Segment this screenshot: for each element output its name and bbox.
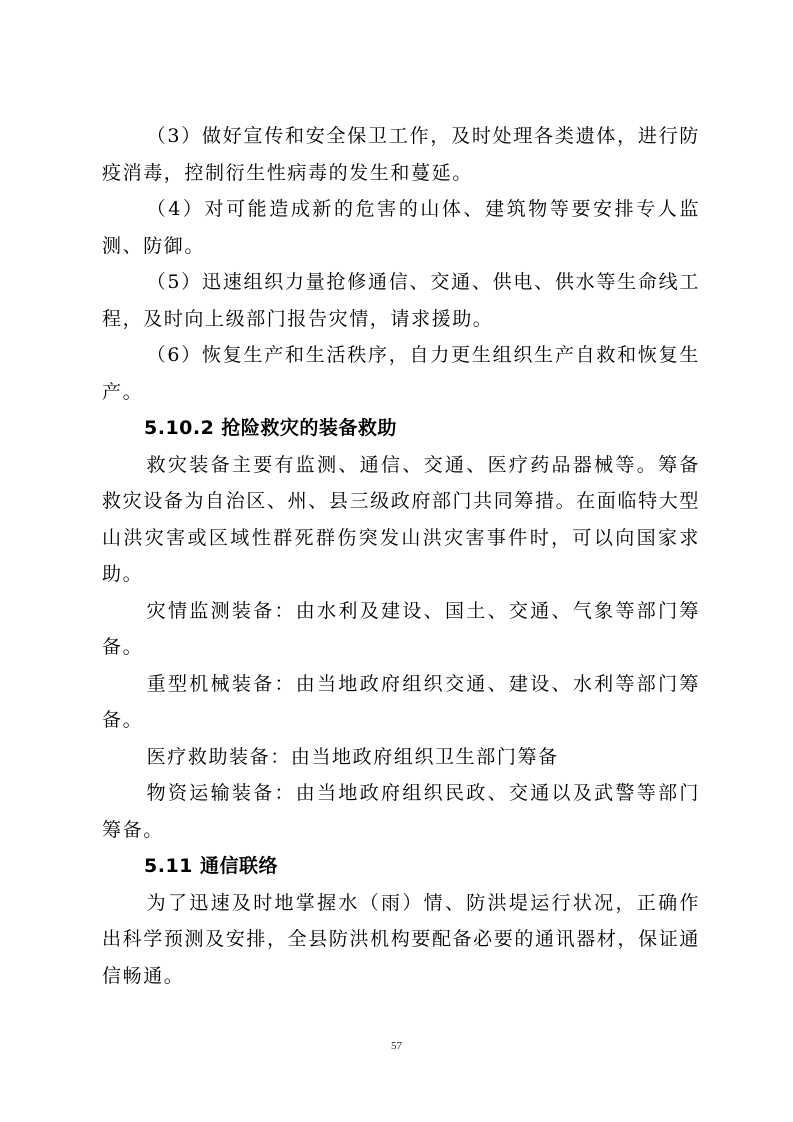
paragraph-medical-equipment: 医疗救助装备：由当地政府组织卫生部门筹备	[146, 745, 559, 768]
page-body	[102, 118, 700, 994]
section-heading-5-10-2: 5.10.2 抢险救灾的装备救助	[144, 417, 397, 439]
paragraph-item-4: （4）对可能造成新的危害的山体、建筑物等要安排专人监测、防御。	[102, 198, 700, 257]
paragraph-monitoring-equipment: 灾情监测装备：由水利及建设、国土、交通、气象等部门筹备。	[102, 599, 700, 658]
paragraph-equipment-overview: 救灾装备主要有监测、通信、交通、医疗药品器械等。筹备救灾设备为自治区、州、县三级政府部门共同筹措。在面临特大型山洪灾害或区域性群死群伤突发山洪灾害事件时，可以向国家求助。	[102, 453, 700, 585]
paragraph-communication: 为了迅速及时地掌握水（雨）情、防洪堤运行状况，正确作出科学预测及安排，全县防洪机构要配备必要的通讯器材，保证通信畅通。	[102, 891, 700, 987]
paragraph-item-3: （3）做好宣传和安全保卫工作，及时处理各类遗体，进行防疫消毒，控制衍生性病毒的发生和蔓延。	[102, 125, 700, 184]
paragraph-item-5: （5）迅速组织力量抢修通信、交通、供电、供水等生命线工程，及时向上级部门报告灾情，请求援助。	[102, 271, 700, 330]
section-heading-5-11: 5.11 通信联络	[144, 855, 278, 877]
paragraph-heavy-machinery: 重型机械装备：由当地政府组织交通、建设、水利等部门筹备。	[102, 672, 700, 731]
page-number: 57	[391, 1040, 402, 1052]
paragraph-transport-equipment: 物资运输装备：由当地政府组织民政、交通以及武警等部门筹备。	[102, 782, 700, 841]
paragraph-item-6: （6）恢复生产和生活秩序，自力更生组织生产自救和恢复生产。	[102, 344, 700, 403]
